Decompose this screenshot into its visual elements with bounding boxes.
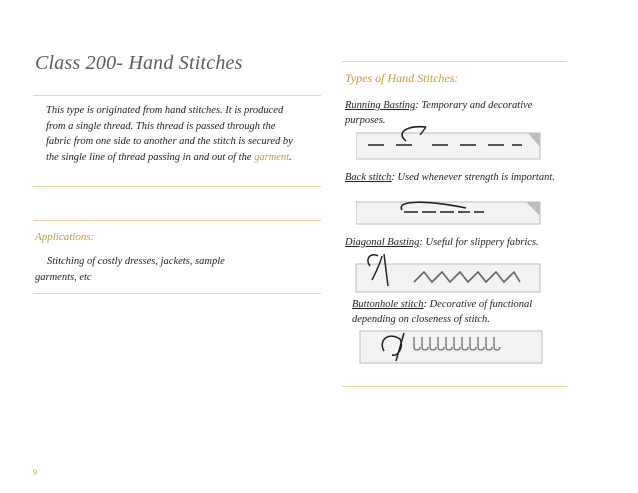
- intro-text: This type is originated from hand stitches. It is produced from a single thread. This thread is passed through the fabric from one side to another and the stitch is secured by the single line of thread passing in and out of the: [46, 105, 293, 163]
- back-stitch-diagram: [356, 196, 546, 226]
- stitch-name: Diagonal Basting: [345, 237, 420, 248]
- stitch-label-back-stitch: [345, 170, 563, 185]
- divider: [33, 186, 321, 187]
- intro-highlight: garment: [254, 151, 290, 163]
- page-title: Class 200- Hand Stitches: [35, 52, 243, 74]
- divider: [33, 220, 321, 221]
- stitch-desc: : Decorative of functional depending on closeness of stitch.: [352, 299, 533, 325]
- stitch-desc: : Useful for slippery fabrics.: [419, 237, 539, 248]
- running-basting-diagram: [356, 123, 546, 161]
- stitch-name: Running Basting: [345, 100, 416, 111]
- divider: [342, 386, 567, 387]
- page-number: 9: [33, 468, 37, 477]
- stitch-label-buttonhole-stitch: [352, 297, 564, 327]
- stitch-desc: : Temporary and decorative purposes.: [345, 100, 533, 126]
- applications-text: Stitching of costly dresses, jackets, sample garments, etc: [35, 256, 225, 283]
- applications-heading: Applications:: [35, 231, 95, 243]
- divider: [33, 95, 321, 96]
- divider: [342, 61, 567, 62]
- stitch-name: Back stitch: [345, 172, 392, 183]
- stitch-label-diagonal-basting: [345, 235, 563, 250]
- buttonhole-stitch-diagram: [356, 327, 546, 367]
- diagonal-basting-diagram: [354, 252, 546, 294]
- stitch-name: Buttonhole stitch: [352, 299, 424, 310]
- divider: [33, 293, 321, 294]
- intro-paragraph: [46, 103, 296, 165]
- stitch-types-heading: Types of Hand Stitches:: [345, 71, 459, 85]
- intro-end: .: [289, 151, 292, 163]
- stitch-desc: : Used whenever strength is important.: [391, 172, 555, 183]
